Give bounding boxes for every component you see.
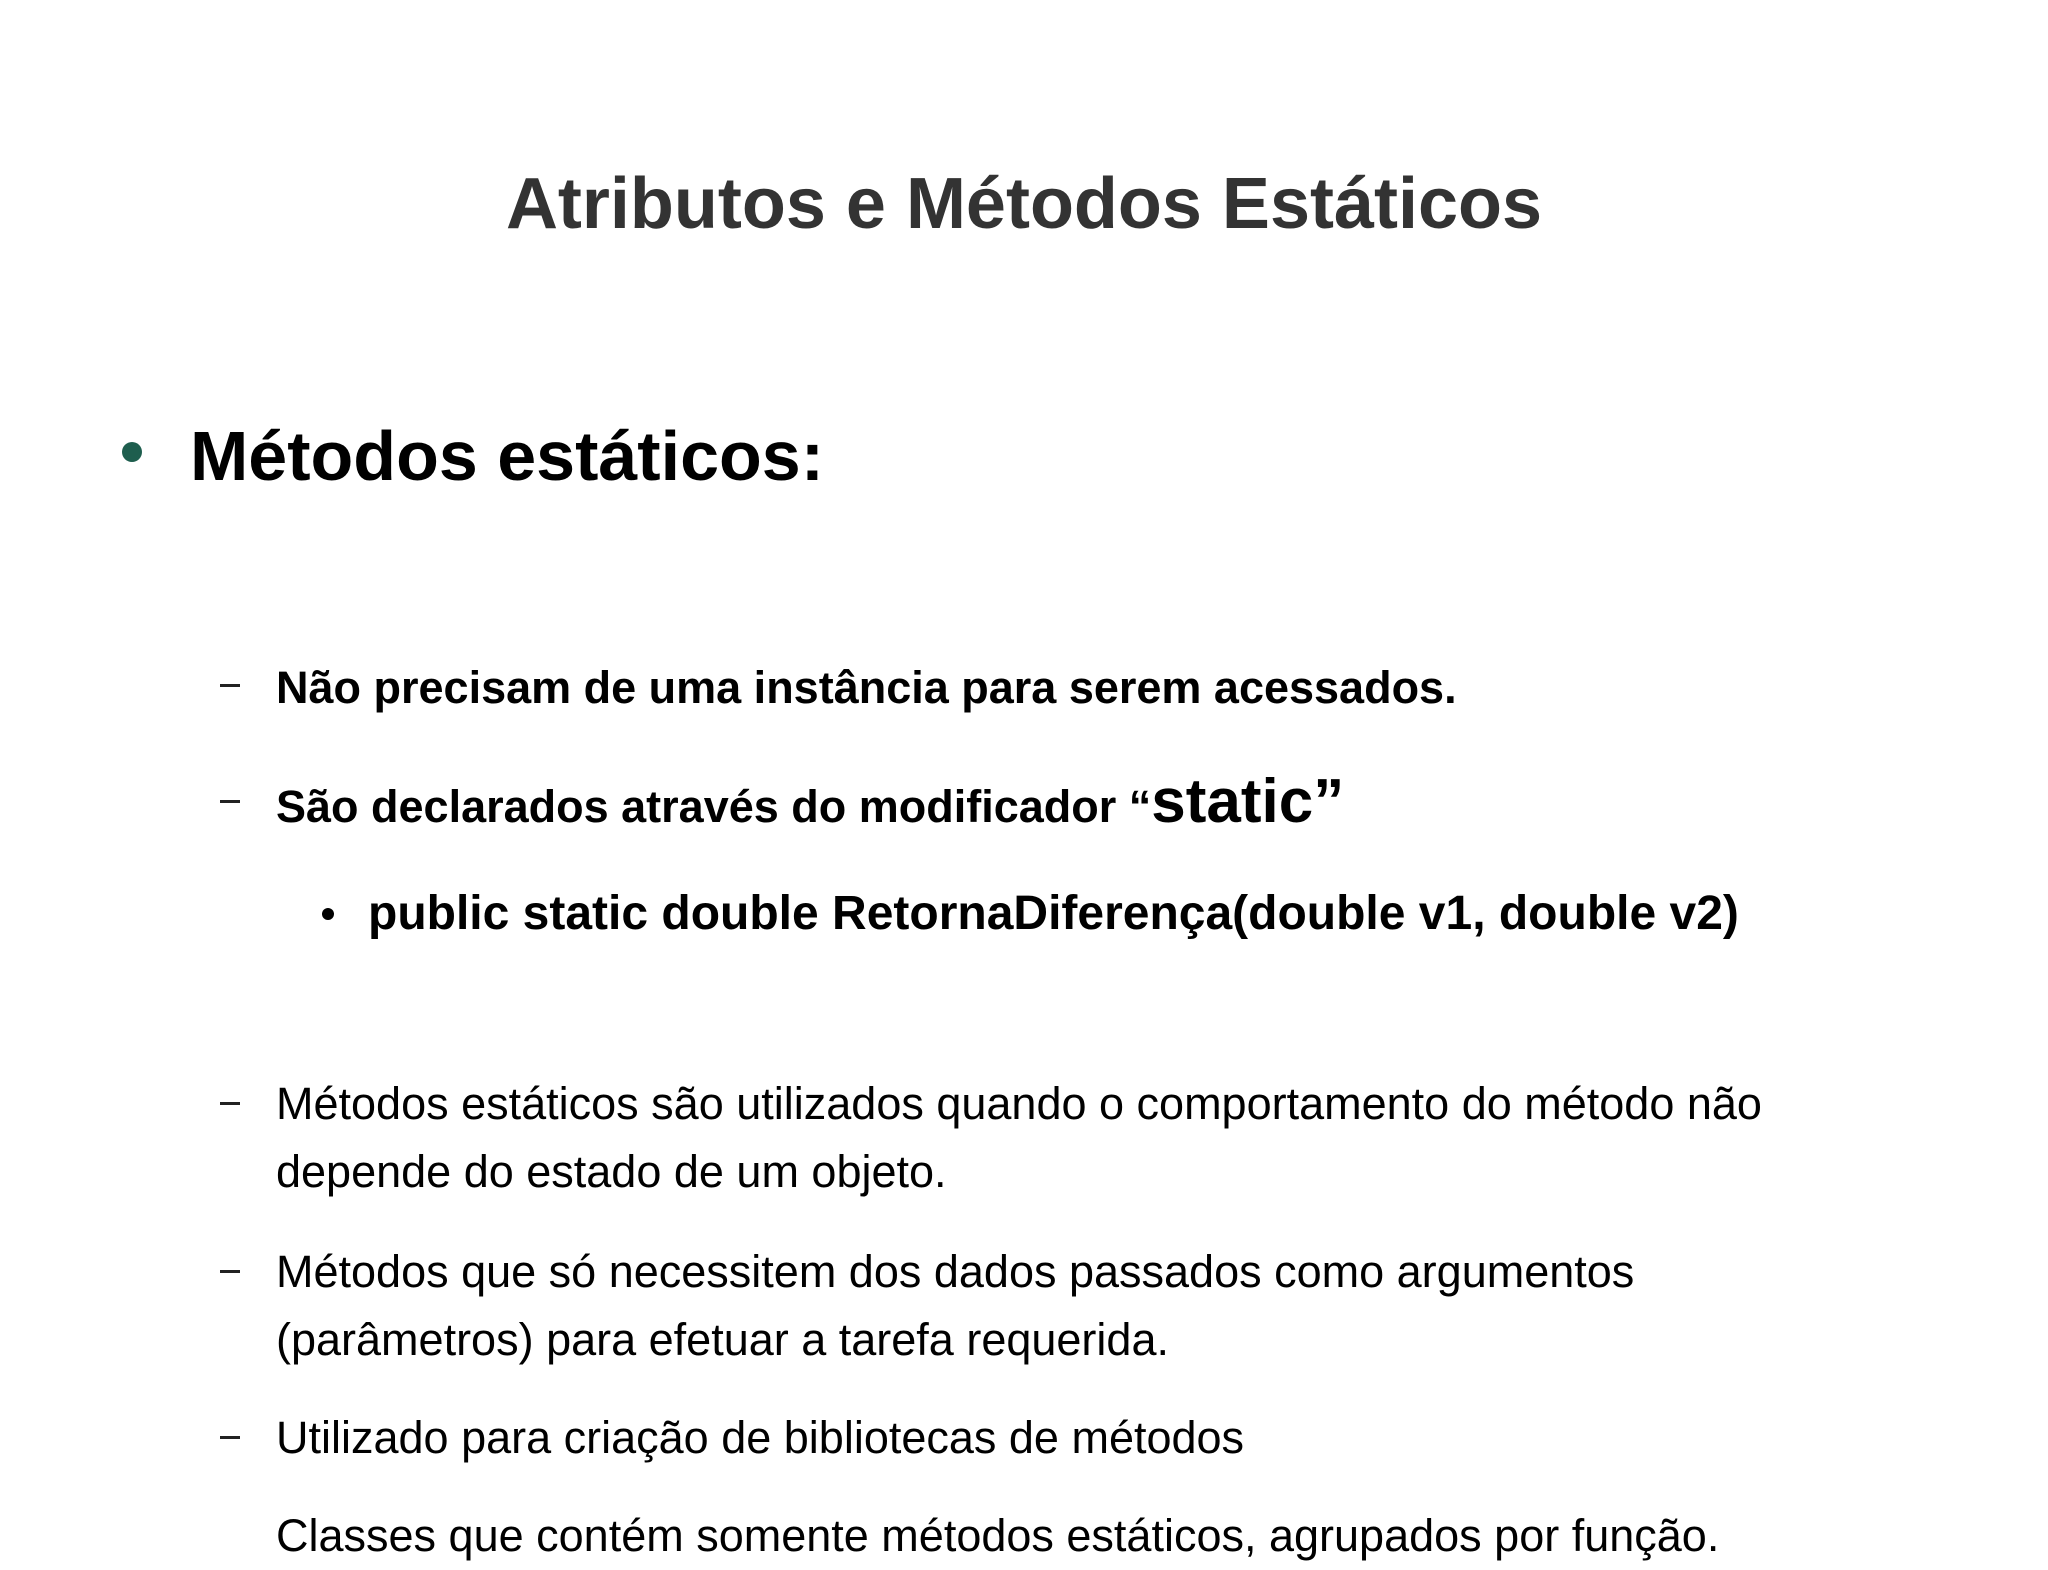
sub-item-static-modifier <box>276 768 1896 841</box>
sub-item-state-independent: Métodos estáticos são utilizados quando o comportamento do método não depende do estado de um objeto. <box>276 1078 1762 1197</box>
sub-item-static-classes: Classes que contém somente métodos estáticos, agrupados por função. <box>276 1510 1720 1561</box>
main-bullet <box>122 414 824 498</box>
dash-icon <box>220 1270 240 1273</box>
code-example-text: public static double RetornaDiferença(double v1, double v2) <box>368 887 1739 940</box>
bullet-dot-icon <box>122 442 142 462</box>
main-bullet-text: Métodos estáticos: <box>190 417 824 495</box>
static-keyword: static <box>1151 767 1314 836</box>
dash-icon <box>220 1436 240 1439</box>
dash-icon <box>220 684 240 687</box>
slide-title: Atributos e Métodos Estáticos <box>505 164 1543 244</box>
dash-icon <box>220 1102 240 1105</box>
sub-item-no-instance: Não precisam de uma instância para serem acessados. <box>276 662 1457 713</box>
bullet-dot-icon <box>322 908 334 920</box>
sub-item-arguments-only: Métodos que só necessitem dos dados passados como argumentos (parâmetros) para efetuar a tarefa requerida. <box>276 1246 1635 1365</box>
code-example-bullet <box>322 882 1739 946</box>
static-modifier-prefix: São declarados através do modificador “ <box>276 781 1152 832</box>
static-modifier-suffix: ” <box>1313 767 1345 836</box>
sub-item-libraries: Utilizado para criação de bibliotecas de métodos <box>276 1412 1245 1463</box>
dash-icon <box>220 800 240 803</box>
